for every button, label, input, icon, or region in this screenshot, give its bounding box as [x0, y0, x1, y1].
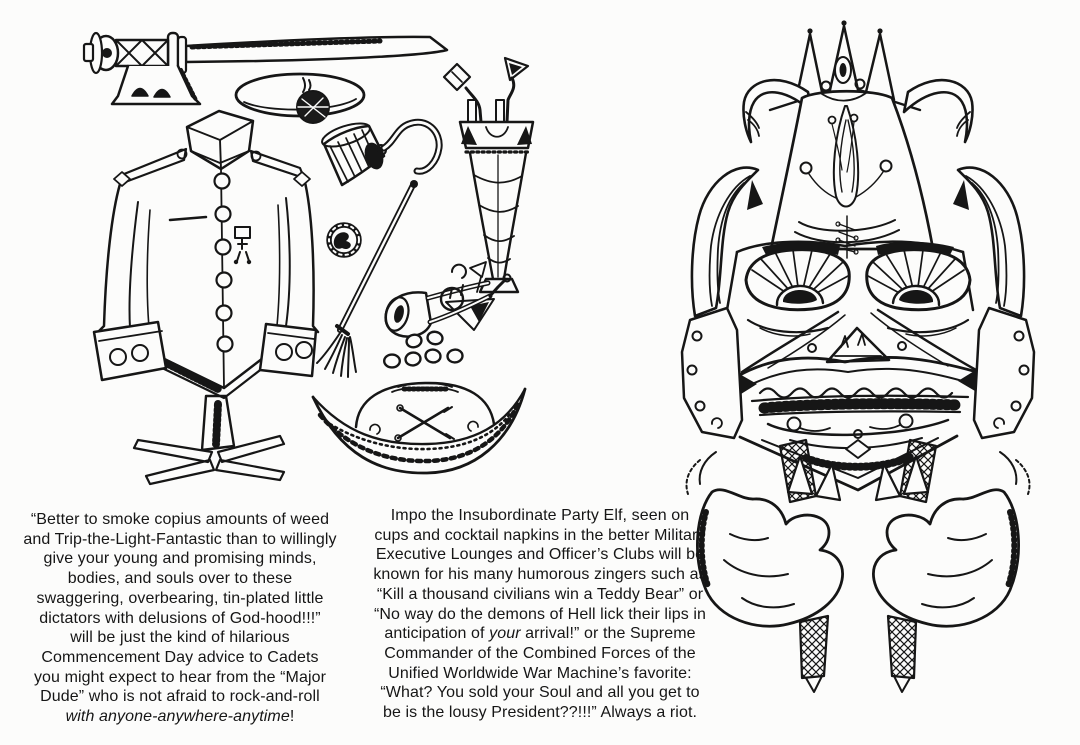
caption-line: “What? You sold your Soul and all you get to	[380, 684, 700, 702]
caption-line: be is the lousy President??!!!” Always a riot.	[382, 704, 698, 722]
caption-line: give your young and promising minds,	[43, 550, 317, 568]
caption-line	[356, 624, 724, 644]
caption-line: Impo the Insubordinate Party Elf, seen on	[390, 507, 690, 524]
hook-icon	[319, 119, 439, 185]
jaw-plate-icon	[974, 308, 1034, 438]
mixed-post: arrival!” or the Supreme	[520, 625, 696, 643]
caption-line: dictators with delusions of God-hood!!!”	[39, 609, 321, 627]
horn-icon	[904, 80, 973, 142]
caption-impo-elf	[356, 506, 724, 723]
caption-line: Dude” who is not afraid to rock-and-roll	[40, 688, 320, 706]
caption-line: Commencement Day advice to Cadets	[41, 648, 319, 666]
caption-line: swaggering, overbearing, tin-plated little	[36, 589, 324, 607]
caption-line: “Kill a thousand civilians win a Teddy Bear” or	[376, 585, 704, 603]
regalia-illustration	[84, 33, 533, 484]
tagline-tail: !	[289, 708, 295, 726]
caption-line: “No way do the demons of Hell lick their lips in	[373, 605, 707, 623]
caption-line: known for his many humorous zingers such as	[373, 566, 707, 584]
caption-line: Executive Lounges and Officer’s Clubs will be	[375, 546, 705, 564]
grin-mouth-icon	[736, 357, 979, 448]
caption-line: bodies, and souls over to these	[67, 570, 293, 588]
caption-line: and Trip-the-Light-Fantastic than to willingly	[23, 530, 337, 548]
flag-standard-icon	[444, 58, 533, 292]
bean-buttons-icon	[384, 331, 463, 368]
uniform-jacket-icon	[94, 111, 318, 484]
bicorne-hat-icon	[313, 383, 525, 473]
caption-line: Commander of the Combined Forces of the	[384, 644, 696, 662]
mixed-pre: anticipation of	[384, 625, 490, 643]
mixed-italic: your	[489, 625, 521, 643]
jaw-plate-icon	[682, 308, 742, 438]
impo-elf-illustration	[682, 20, 1034, 692]
field-cap-icon	[236, 74, 364, 123]
caption-major-dude	[4, 510, 356, 727]
elf-hat-icon	[771, 91, 933, 258]
italic-tagline: with anyone-anywhere-anytime	[65, 708, 290, 726]
caption-line: will be just the kind of hilarious	[70, 629, 290, 647]
caption-line: cups and cocktail napkins in the better Military	[374, 526, 706, 544]
sword-icon	[84, 33, 447, 104]
caption-line: you might expect to hear from the “Major	[33, 668, 327, 686]
brush-stick-icon	[317, 180, 418, 377]
round-medal-icon	[329, 225, 359, 255]
caption-line: Unified Worldwide War Machine’s favorite:	[388, 664, 692, 682]
caption-line: “Better to smoke copius amounts of weed	[30, 511, 330, 528]
caption-line	[4, 707, 356, 727]
claw-fist-icon	[873, 440, 1029, 692]
sunburst-eye-icon	[746, 250, 849, 336]
